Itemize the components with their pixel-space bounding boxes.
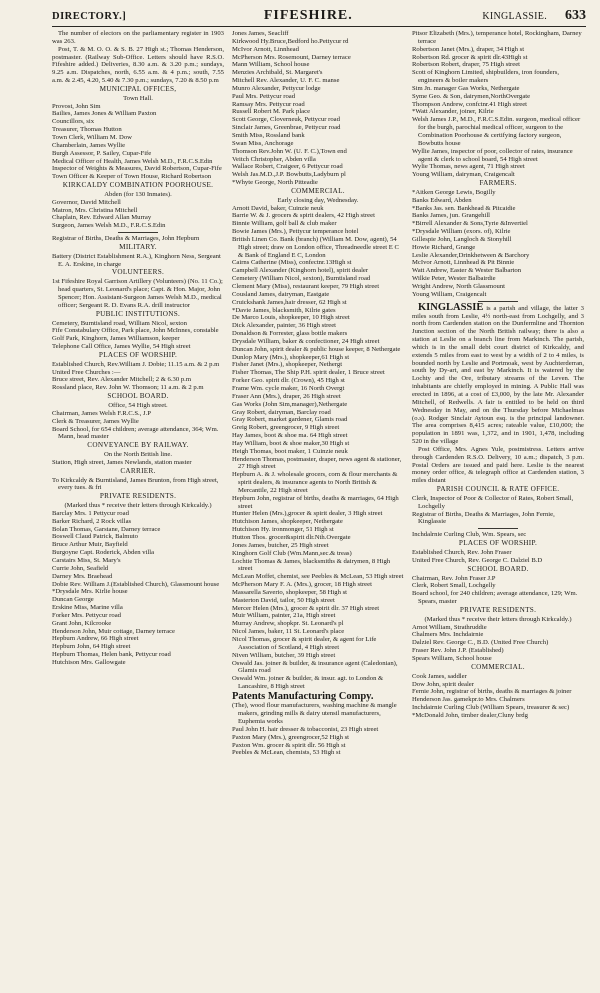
directory-entry: Barker Richard, 2 Rock villas xyxy=(52,517,132,525)
directory-entry: Lochtie Thomas & James, blacksmiths & dairymen, 8 High street xyxy=(232,557,391,573)
directory-entry: Carstairs Miss, St. Mary's xyxy=(52,557,121,564)
directory-entry: Mercer Helen (Mrs.), grocer & spirit dlr. 37 High street xyxy=(232,604,380,612)
directory-entry: Board school, for 240 children; average attendance, 129; Wm. Spears, master xyxy=(412,590,578,606)
section-note: Town Hall. xyxy=(123,94,153,102)
directory-entry: Bruce Arthur Muir, Bayfield xyxy=(52,541,128,549)
directory-entry: Erskine Miss, Marine villa xyxy=(52,604,123,612)
section-heading: MILITARY. xyxy=(119,242,157,251)
section-heading: PLACES OF WORSHIP. xyxy=(458,539,538,548)
directory-entry: Dalziel Rev. George C., B.D. (United Free Church) xyxy=(412,639,549,647)
page-number: 633 xyxy=(565,8,586,23)
directory-entry: Provost, John Sim xyxy=(52,102,101,110)
directory-entry: Banks James, jun. Grangehill xyxy=(412,212,491,220)
directory-entry: Howie Richard, Grange xyxy=(412,243,476,251)
directory-entry: Established Church, Rev. John Fraser xyxy=(412,549,512,556)
directory-entry: Sim Jn. manager Gas Works, Nethergate xyxy=(412,84,520,92)
section-note: Abden (for 130 Inmates). xyxy=(104,190,172,198)
directory-entry: Fisher Thomas, The Ship P.H. spirit dealer, 1 Bruce street xyxy=(232,369,385,377)
parish-name: KINGLASSIE xyxy=(418,301,484,313)
directory-entry: Pitsor Elizabeth (Mrs.), temperance hotel, Rockingham, Darney terrace xyxy=(412,30,582,45)
directory-entry: Chalmers Mrs. Inchdairnie xyxy=(412,631,484,639)
directory-entry: Grant John, Kilcrooke xyxy=(52,619,112,627)
directory-entry: Councillors, six xyxy=(52,118,95,126)
section-heading: COMMERCIAL. xyxy=(471,662,525,671)
directory-entry: Inchdairnie Curling Club (William Spears, treasurer & sec) xyxy=(412,704,570,712)
directory-entry: *Watt Alexander, joiner, Kilrie xyxy=(412,108,494,116)
directory-entry: Rossland place, Rev. John W. Thomson; 11 a.m. & 2 p.m xyxy=(52,384,204,392)
directory-entry: Gas Works (John Sim,manager),Nethergate xyxy=(232,400,348,408)
directory-entry: Swan Miss, Anchorage xyxy=(232,139,294,147)
directory-entry: Fernie John, registrar of births, deaths & marriages & joiner xyxy=(412,688,572,696)
directory-entry: Telephone Call Office, James Wyllie, 54 High street xyxy=(52,343,191,351)
header-left: DIRECTORY.] xyxy=(52,11,127,22)
directory-entry: Heigh Thomas, boot maker, 1 Cuinzie neuk xyxy=(232,447,348,455)
directory-entry: Arnott David, baker, Cuinzie neuk xyxy=(232,204,324,212)
directory-entry: Fraser Rev. John J.P. (Established) xyxy=(412,647,504,655)
section-heading: SCHOOL BOARD. xyxy=(107,392,169,401)
directory-entry: Wylie Thomas, news agent, 71 High street xyxy=(412,163,525,171)
section-note: Office, 54 High street. xyxy=(108,401,168,409)
paragraph: The number of electors on the parliamentary register in 1903 was 263. xyxy=(52,30,224,45)
directory-entry: Scott of Kinghorn Limited, shipbuilders, iron founders, engineers & boiler makers xyxy=(412,69,559,85)
parish-description xyxy=(412,301,584,446)
directory-entry: Kinghorn Golf Club (Wm.Mann,sec.& treas) xyxy=(232,549,352,557)
directory-entry: Chairman, Rev. John Fraser J.P xyxy=(412,574,496,582)
directory-entry: Governor, David Mitchell xyxy=(52,198,121,206)
directory-entry: Chamberlain, James Wyllie xyxy=(52,141,126,149)
directory-entry: United Free Churches :— xyxy=(52,368,121,376)
directory-entry: Hepburn Andrew, 66 High street xyxy=(52,635,139,643)
page-header xyxy=(52,6,586,24)
header-title: FIFESHIRE. xyxy=(263,8,353,23)
directory-entry: Donaldson & Forrester, glass bottle makers xyxy=(232,330,348,338)
directory-entry: Smith Miss, Rossland bank xyxy=(232,131,305,139)
directory-entry: Jones James, butcher, 25 High street xyxy=(232,541,329,549)
directory-entry: Gillespie John, Langloch & Stonyhill xyxy=(412,235,512,243)
directory-entry: Matron, Mrs. Christina Mitchell xyxy=(52,206,138,214)
directory-entry: Gray Robert, market gardener, Glamis road xyxy=(232,416,348,424)
directory-entry: *Aitken George Lewis, Bogilly xyxy=(412,188,496,196)
directory-entry: Drysdale William, baker & confectioner, 24 High street xyxy=(232,337,380,345)
directory-entry: Kirkwood Hy.Bruce,Bedford ho.Pettycur rd xyxy=(232,37,349,45)
directory-entry: Arnot William, Strathruddie xyxy=(412,623,487,631)
directory-entry: Hepburn John, 64 High street xyxy=(52,643,131,651)
directory-entry: Syme Geo. & Son, dairymen,NorthOvergate xyxy=(412,92,531,100)
directory-entry: Cairns Catherine (Miss), confectnr.13High st xyxy=(232,259,352,267)
directory-entry: Dick Alexander, painter, 36 High street xyxy=(232,322,337,330)
directory-entry: Dunlop Mary (Mrs.), shopkeeper,61 High st xyxy=(232,353,350,361)
directory-entry: Cook James, saddler xyxy=(412,672,467,680)
directory-entry: Robertson Robert, draper, 75 High street xyxy=(412,61,520,69)
directory-entry: To Kirkcaldy & Burntisland, James Brunton, from High street, every tues. & fri xyxy=(52,476,219,492)
directory-entry: Bruce street, Rev. Alexander Mitchell; 2 & 6.30 p.m xyxy=(52,376,191,384)
directory-entry: Duncan John, spirit dealer & public house keeper, 8 Nethergate xyxy=(232,345,401,353)
section-divider xyxy=(118,232,158,233)
directory-entry: Hutton Thos. grocer&spirit dlr.Nth.Overgate xyxy=(232,534,351,541)
directory-entry: Town Officer & Keeper of Town House, Richard Robertson xyxy=(52,173,212,181)
directory-entry: Gray Robert, dairyman, Barclay road xyxy=(232,408,331,416)
directory-entry: Leslie Alexander,Drinkhetween & Barchory xyxy=(412,251,530,259)
directory-entry: McPherson Mrs. Rosemount, Darney terrace xyxy=(232,53,351,61)
directory-entry: Niven William, butcher, 39 High street xyxy=(232,651,336,659)
directory-entry: Hepburn A. & J. wholesale grocers, corn & flour merchants & spirit dealers, & insurance agents to North British & Mercantile, 22 High street xyxy=(232,471,398,494)
directory-entry: Hepburn John, registrar of births, deaths & marriages, 64 High street xyxy=(232,494,399,510)
directory-entry: Oswald Jas. joiner & builder, & insurance agent (Caledonian), Glamis road xyxy=(232,659,398,675)
directory-entry: De Marco Louis, shopkeeper, 10 High street xyxy=(232,314,350,322)
column-1 xyxy=(52,30,224,757)
directory-entry: Board School, for 654 children; average attendance, 364; Wm. Mann, head master xyxy=(52,425,219,441)
paragraph: Post Office, Mrs. Agnes Yule, postmistress. Letters arrive through Cardenden R.S.O. Delivery, 10 a.m.; dispatch, 3 p.m. Postal Orders are issued and paid here. Leslie is the nearest money order office, & telegraph office at Cardenden station, 3 miles distant xyxy=(412,445,584,485)
directory-entry: Chairman, James Welsh F.R.C.S., J.P xyxy=(52,409,151,417)
directory-entry: Campbell Alexander (Kinghorn hotel), spirit dealer xyxy=(232,267,369,275)
directory-entry: Henderson Thomas, postmaster, draper, news agent & stationer, 27 High street xyxy=(232,455,402,471)
directory-entry: Murray Andrew, shopkpr. St. Leonard's pl xyxy=(232,620,344,628)
directory-entry: Fife Constabulary Office, Park place, John McInnes, constable xyxy=(52,327,219,335)
directory-entry: Station, High street, James Newlands, station master xyxy=(52,458,192,466)
directory-entry: Masterton David, tailor, 50 High street xyxy=(232,596,335,604)
directory-entry: Darney Mrs. Braehead xyxy=(52,572,113,580)
directory-entry: Welsh James J.P., M.D., F.R.C.S.Edin. surgeon, medical officer for the burgh, parochial medical officer, surgeon to the Combination Poorhouse & certifying factory surgeon, Bowbutts house xyxy=(412,116,581,147)
directory-entry: Hutchison James, shopkeeper, Nethergate xyxy=(232,518,343,526)
directory-entry: Forker Mrs. Pettycur road xyxy=(52,611,121,619)
directory-entry: Inchdalrnie Curling Club, Wm. Spears, sec xyxy=(412,531,527,539)
directory-entry: 1st Fifeshire Royal Garrison Artillery (Volunteers) (No. 11 Co.); head quarters, St. Leonard's place; Capt. & Hon. Major, John Spencer; Hon. Assistant-Surgeon James Welsh M.D., medical officer; Sergeant R. D. Evans R.A. drill instructor xyxy=(52,278,223,309)
directory-entry: Paxton Mary (Mrs.), greengrocer,52 High st xyxy=(232,733,350,741)
directory-entry: Russell Robert M. Park place xyxy=(232,108,311,116)
directory-entry: *Drysdale William (exors. of), Kilrie xyxy=(412,228,511,236)
directory-entry: Paxton Wm. grocer & spirit dlr. 56 High st xyxy=(232,741,346,749)
directory-entry: *Birrell Alexander & Sons,Tyrie &Invertiel xyxy=(412,220,528,228)
directory-entry: Wilkie Peter, Wester Balbairdie xyxy=(412,275,496,283)
directory-entry: Thomson Rev.John W. (U. F. C.),Town end xyxy=(232,147,347,155)
directory-entry: Bowie James (Mrs.), Pettycur temperance hotel xyxy=(232,228,359,236)
section-note: Early closing day, Wednesday. xyxy=(277,196,359,204)
directory-entry: *Drysdale Mrs. Kirlie house xyxy=(52,588,128,596)
directory-entry: British Linen Co. Bank (branch) (William M. Dow, agent), 54 High street; draw on London office, Threadneedle street E C & Bank of England E C, London xyxy=(232,235,399,259)
directory-entry: Ramsay Mrs. Pettycur road xyxy=(232,100,305,108)
directory-entry: Bailies, James Jones & William Paxton xyxy=(52,110,157,118)
directory-entry: Mitchell Rev. Alexander, U. F. C. manse xyxy=(232,77,340,85)
directory-entry: Established Church, Rev.William J. Dobie; 11.15 a.m. & 2 p.m xyxy=(52,360,220,368)
directory-entry: Jones James, Seacliff xyxy=(232,30,289,37)
directory-entry: Young William, Craigencalt xyxy=(412,290,487,298)
section-heading: FARMERS. xyxy=(479,179,517,188)
directory-entry: Oswald Wm. joiner & builder, & insur. agt. to London & Lancashire, 8 High street xyxy=(232,675,384,691)
section-divider xyxy=(478,301,518,302)
directory-entry: Wyllie James, inspector of poor, collector of rates, insurance agent & clerk to school board, 54 High street xyxy=(412,147,573,163)
section-divider xyxy=(478,528,518,529)
directory-entry: Fraser Ann (Mrs.), draper, 26 High street xyxy=(232,392,341,400)
directory-entry: Barclay Mrs. 1 Pettycur road xyxy=(52,509,129,517)
directory-entry: Treasurer, Thomas Hutton xyxy=(52,126,122,134)
directory-entry: Surgeon, James Welsh M.D., F.R.C.S.Edin xyxy=(52,222,166,230)
directory-entry: Clerk, Robert Small, Lochgelly xyxy=(412,582,496,590)
directory-entry: *Banks Jas. sen. Bankhead & Pitcaidie xyxy=(412,204,516,212)
directory-entry: Dow John, spirit dealer xyxy=(412,680,474,688)
directory-entry: *Davie James, blacksmith, Kilrie gates xyxy=(232,306,336,314)
section-heading: PRIVATE RESIDENTS. xyxy=(459,605,537,614)
directory-entry: McPherson Mary F. A. (Mrs.), grocer, 18 High street xyxy=(232,581,372,589)
directory-entry: Fisher Janet (Mrs.), shopkeeper, Nethergt xyxy=(232,361,343,369)
header-right-group xyxy=(482,6,586,24)
directory-entry: Registrar of Births, Deaths & Marriages, John Fernie, Kinglassie xyxy=(412,510,555,526)
directory-entry: Henderson John, Muir cottage, Darney terrace xyxy=(52,627,175,635)
directory-entry: Golf Park, Kinghorn, James Williamson, keeper xyxy=(52,335,180,343)
directory-entry: Munro Alexander, Pettycur lodge xyxy=(232,84,321,92)
directory-entry: Sinclair James, Greenbrae, Pettycur road xyxy=(232,124,341,132)
directory-entry: Henderson Jas. gamekpr.to Mrs. Chalmers xyxy=(412,696,525,704)
directory-entry: Bolan Thomas, Garstane, Darney terrace xyxy=(52,525,161,533)
directory-entry: Hutchison Hy. ironmonger, 51 High st xyxy=(232,526,334,534)
directory-entry: Paul John H. hair dresser & tobacconist, 23 High street xyxy=(232,725,379,733)
header-rule xyxy=(52,26,586,27)
section-heading: PUBLIC INSTITUTIONS. xyxy=(95,309,181,318)
directory-entry: Currie John, Seafield xyxy=(52,564,109,572)
directory-entry: Barrie W. & J. grocers & spirit dealers, 42 High street xyxy=(232,212,375,220)
directory-entry: Frame Wm. cycle maker, 16 North Overgt xyxy=(232,384,345,392)
column-2 xyxy=(232,30,404,757)
directory-entry: Clerk & Treasurer, James Wyllie xyxy=(52,417,139,425)
columns xyxy=(52,30,586,757)
directory-entry: Burgoyne Capt. Roderick, Abden villa xyxy=(52,549,155,557)
directory-entry: Banks Edward, Abden xyxy=(412,196,472,204)
directory-entry: Dobie Rev. William J.(Established Church), Glassmount house xyxy=(52,580,220,588)
directory-entry: Hay William, boot & shoe maker,30 High st xyxy=(232,439,350,447)
directory-entry: *McDonald John, timber dealer,Cluny brdg xyxy=(412,711,528,719)
directory-entry: Hay James, boot & shoe ma. 64 High street xyxy=(232,432,348,440)
directory-entry: McIvor Arnott, Linnhead xyxy=(232,45,299,53)
directory-entry: Robertson Rd. grocer & spirit dlr.43High st xyxy=(412,53,528,61)
section-note: (Marked thus * receive their letters through Kirkcaldy.) xyxy=(64,502,212,510)
directory-entry: Hutchison Mrs. Gallowgate xyxy=(52,658,126,666)
directory-entry: Boswell Claud Patrick, Balmuto xyxy=(52,533,138,541)
directory-entry: Town Clerk, William M. Dow xyxy=(52,133,132,141)
directory-entry: Robertson Janet (Mrs.), draper, 34 High st xyxy=(412,45,525,53)
section-note: (Marked thus * receive their letters through Kirkcaldy.) xyxy=(424,615,572,623)
directory-entry: Massarella Saverio, shopkeeper, 58 High st xyxy=(232,588,347,596)
section-heading: PARISH COUNCIL & RATE OFFICE. xyxy=(436,485,560,494)
directory-entry: Cousland James, dairyman, Eastgate xyxy=(232,290,330,298)
directory-entry: Cemetery, Burntisland road, William Nicol, sexton xyxy=(52,319,187,327)
directory-entry: United Free Church, Rev. George C. Dalziel B.D xyxy=(412,556,543,564)
directory-entry: Duncan George xyxy=(52,596,94,604)
section-heading: SCHOOL BOARD. xyxy=(467,564,529,573)
directory-entry: Burgh Assessor, P. Sailey, Cupar-Fife xyxy=(52,149,152,157)
directory-entry: (The), wood flour manufacturers, washing machine & mangle makers, grinding mills & dairy utensil manufacturers, Euphemia works xyxy=(232,702,397,726)
bold-entry: Patents Manufacturing Compy. xyxy=(232,690,374,702)
section-heading: COMMERCIAL. xyxy=(291,186,345,195)
section-heading: KIRKCALDY COMBINATION POORHOUSE. xyxy=(62,181,214,190)
directory-entry: Wright Andrew, North Glassmount xyxy=(412,283,505,290)
directory-entry: Muir William, painter, 21a, High street xyxy=(232,612,336,620)
directory-entry: Spears William, School house xyxy=(412,654,492,662)
directory-entry: McLean Moffet, chemist, see Peebles & McLean, 53 High street xyxy=(232,573,404,581)
directory-entry: Clerk, Inspector of Poor & Collector of Rates, Robert Small, Lochgelly xyxy=(412,494,574,510)
directory-entry: Watt Andrew, Easter & Wester Balbarton xyxy=(412,267,522,275)
directory-entry: Peebles & McLean, chemists, 53 High st xyxy=(232,749,341,757)
directory-entry: Cemetery (William Nicol, sexton), Burntisland road xyxy=(232,275,371,283)
section-heading: CONVEYANCE BY RAILWAY. xyxy=(87,441,189,450)
directory-entry: Clement Mary (Miss), restaurant keeper, 79 High street xyxy=(232,283,380,290)
directory-entry: Chaplain, Rev. Edward Allan Murray xyxy=(52,214,152,222)
directory-entry: Cruickshank James,hair dresser, 62 High st xyxy=(232,298,347,306)
section-heading: MUNICIPAL OFFICES, xyxy=(99,84,177,93)
column-3 xyxy=(412,30,584,757)
directory-entry: Nicol James, baker, 11 St. Leonard's place xyxy=(232,628,345,636)
directory-entry: Thompson Andrew, confctnr.41 High street xyxy=(412,100,528,108)
directory-entry: Young William, dairyman, Craigencalt xyxy=(412,171,515,179)
directory-entry: Greig Robert, greengrocer, 9 High street xyxy=(232,424,340,432)
directory-entry: Battery (District Establishment R.A.), Kinghorn Ness, Sergeant E. A. Erskine, in charge xyxy=(52,252,221,268)
directory-entry: Wallace Robert, Craigeer, 6 Pettycur road xyxy=(232,163,343,171)
directory-entry: Nicol Thomas, grocer & spirit dealer, & agent for Life Association of Scotland, 4 High street xyxy=(232,635,377,651)
directory-entry: *Whyte George, North Pitteadie xyxy=(232,179,318,187)
section-heading: PLACES OF WORSHIP. xyxy=(98,350,178,359)
directory-entry: Menzies Archibald, St. Margaret's xyxy=(232,69,323,77)
directory-entry: Veitch Christopher, Abden villa xyxy=(232,155,316,163)
header-place: KINGLASSIE. xyxy=(482,11,547,22)
directory-entry: Mann William, School house xyxy=(232,61,310,69)
directory-entry: Welsh Jas.M.D.,J.P. Bowbutts,Ladyburn pl xyxy=(232,171,346,179)
directory-entry: Registrar of Births, Deaths & Marriages, John Hepburn xyxy=(52,235,200,243)
section-note: On the North British line. xyxy=(103,451,173,459)
directory-entry: Hepburn Thomas, Helen bank, Pettycur road xyxy=(52,651,171,659)
section-heading: CARRIER. xyxy=(120,466,156,475)
paragraph: Post, T. & M. O. O. & S. B. 27 High st.; Thomas Henderson, postmaster. (Railway Sub-Office. Letters should have R.S.O. Fifeshire added.) Deliveries, 8.30 a.m. & 3.20 p.m.; sundays, 9.25 a.m. Dispatches, north, 6.55 a.m. & 4 p.m.; south, 7.55 a.m. & 2.45, 4.20, 5.40 & 7.30 p.m.; sundays, 7.20 & 8.50 p.m xyxy=(52,45,224,85)
directory-entry: Forker Geo. spirit dlr. (Crown), 45 High st xyxy=(232,377,345,385)
directory-entry: Medical Officer of Health, James Welsh M.D., F.R.C.S.Edin xyxy=(52,157,213,165)
directory-entry: Hunter Helen (Mrs.),grocer & spirit dealer, 3 High street xyxy=(232,510,383,518)
directory-entry: Paul Mrs. Pettycur road xyxy=(232,92,296,100)
directory-entry: Binnie William, golf ball & club maker xyxy=(232,220,337,228)
directory-entry: Inspector of Weights & Measures, David Robertson, Cupar-Fife xyxy=(52,165,222,173)
section-heading: VOLUNTEERS. xyxy=(111,268,165,277)
section-heading: PRIVATE RESIDENTS. xyxy=(99,492,177,501)
directory-entry: McIvor Arnott, Linnhead & Pit Binnie xyxy=(412,259,515,267)
directory-entry: Scott George, Cloverneuk, Pettycur road xyxy=(232,116,340,124)
parish-text: is a parish and village, the latter 3 miles south from Leslie, 4½ north-east from Lochgelly, and 3 north from Cardenden station on the Dunfermline and Thornton Junction section of the North British railway; there is also a station at Leslie on a branch line from Markinch. The parish, which is in the small debt court district of Kirkcaldy, and extends 5 miles from east to west by a width of 2 to 4 miles, is bounded north by Leslie and Portmoak, west by Auchterderran, south by Dy-art, and east by Markinch. It is watered by the Lochty and the Ore, tributary streams of the Leven. The inhabitants are chiefly employed in mining. A Public Hall was erected in 1896, at a cost of £3,000, by the late Mr. Alexander Mitchell, of Redwells. A fair is entitled to be held on third Wednesday in May, and on the Thursday before Michaelmas (o.s). Rodger Sinclair Aytoun esq. is the principal landowner. The area comprises 8,415 acres; rateable value, £10,000; the population in 1891 was, 1,372, and in 1901, 1,478, including 520 in the village xyxy=(412,304,584,446)
